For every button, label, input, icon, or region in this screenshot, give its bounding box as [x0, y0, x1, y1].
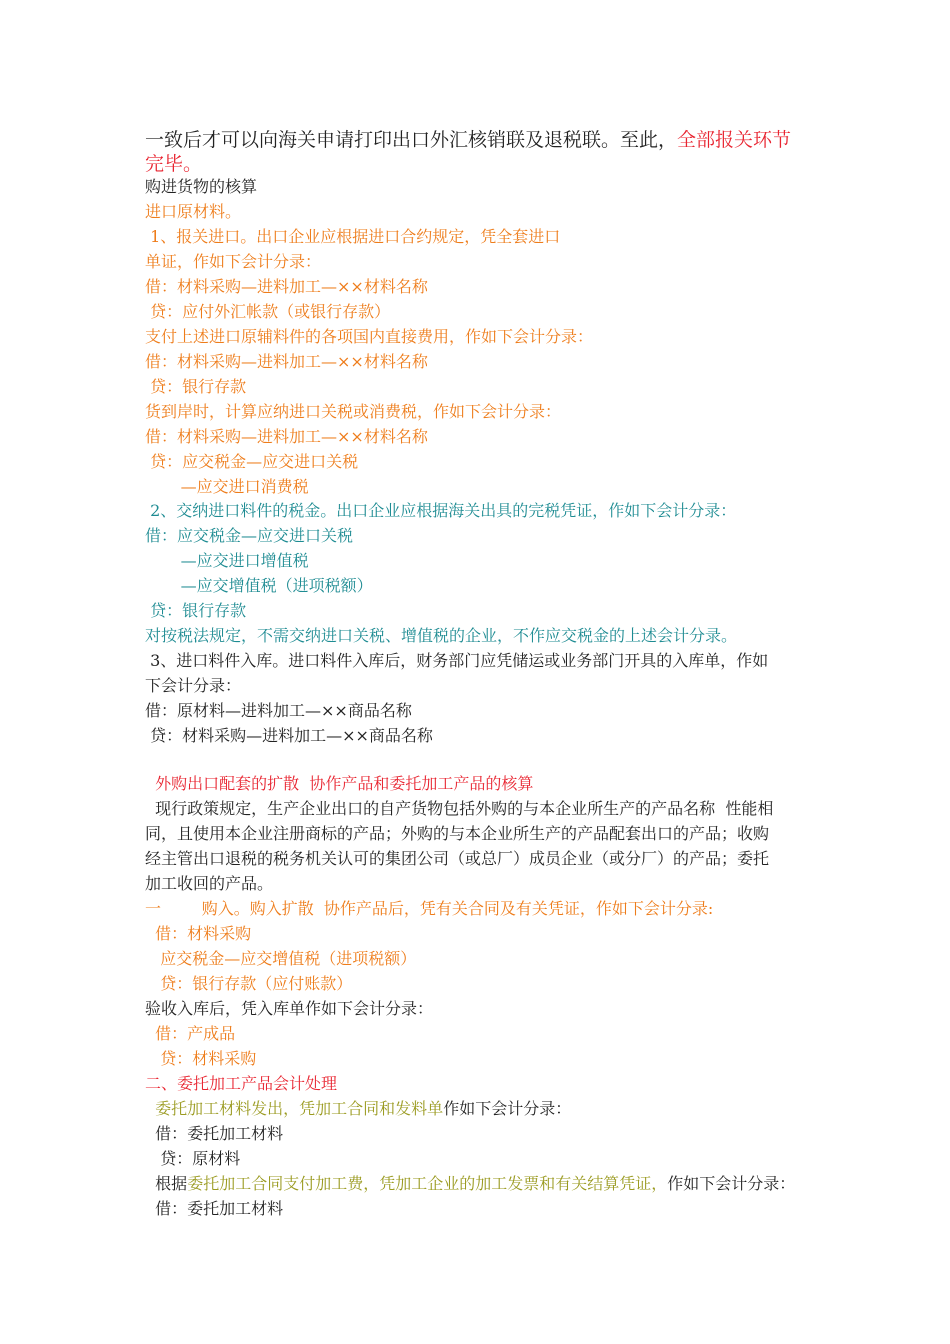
text-line [145, 302, 390, 322]
text-segment: 借：原材料—进料加工—××商品名称 [145, 701, 412, 720]
text-segment: 借：材料采购—进料加工—××材料名称 [145, 352, 428, 371]
text-line [145, 701, 412, 721]
text-line [145, 899, 713, 919]
text-segment: 借：委托加工材料 [145, 1124, 284, 1143]
text-segment: 作如下会计分录： [443, 1099, 572, 1118]
text-segment: 贷：原材料 [145, 1149, 241, 1168]
text-line [145, 128, 791, 152]
text-line [145, 1024, 235, 1044]
text-segment: 外购出口配套的扩散 协作产品和委托加工产品的核算 [145, 774, 534, 793]
text-segment: 对按税法规定，不需交纳进口关税、增值税的企业，不作应交税金的上述会计分录。 [145, 626, 738, 645]
text-segment: 借：材料采购—进料加工—××材料名称 [145, 427, 428, 446]
text-segment: 二、委托加工产品会计处理 [145, 1074, 338, 1093]
text-line [145, 726, 433, 746]
text-segment: 应交税金—应交增值税（进项税额） [145, 949, 417, 968]
text-segment: —应交进口消费税 [145, 477, 309, 496]
text-segment: 借：委托加工材料 [145, 1199, 284, 1218]
text-segment: 根据 [145, 1174, 188, 1193]
text-segment: 贷：银行存款 [145, 377, 247, 396]
text-line [145, 452, 358, 472]
text-segment: 一 购入。购入扩散 协作产品后，凭有关合同及有关凭证，作如下会计分录: [145, 899, 714, 918]
text-line [145, 849, 769, 869]
text-segment: —应交进口增值税 [145, 551, 309, 570]
text-segment: 贷：材料采购 [145, 1049, 257, 1068]
text-line [145, 501, 736, 521]
text-line [145, 601, 246, 621]
text-segment: 贷：材料采购—进料加工—××商品名称 [145, 726, 433, 745]
text-segment: 一致后才可以向海关申请打印出口外汇核销联及退税联。至此， [145, 129, 678, 151]
text-line [145, 177, 257, 197]
text-segment: 2、交纳进口料件的税金。出口企业应根据海关出具的完税凭证，作如下会计分录： [145, 501, 737, 520]
text-line [145, 576, 373, 596]
text-line [145, 799, 773, 819]
text-segment: 下会计分录： [145, 676, 242, 695]
text-segment: 作如下会计分录： [667, 1174, 796, 1193]
text-segment: 同，且使用本企业注册商标的产品；外购的与本企业所生产的产品配套出口的产品；收购 [145, 824, 770, 843]
text-line [145, 676, 241, 696]
text-line [145, 427, 428, 447]
text-segment: 贷：银行存款 [145, 601, 247, 620]
text-line [145, 651, 768, 671]
text-line [145, 152, 202, 176]
text-line [145, 1124, 283, 1144]
text-segment: 贷：银行存款（应付账款） [145, 974, 353, 993]
text-line [145, 774, 533, 794]
text-segment: 委托加工材料发出，凭加工合同和发料单 [145, 1099, 444, 1118]
text-segment: 3、进口料件入库。进口料件入库后，财务部门应凭储运或业务部门开具的入库单，作如 [145, 651, 769, 670]
text-segment: 完毕。 [145, 153, 203, 175]
text-line [145, 526, 353, 546]
text-line [145, 924, 251, 944]
text-segment: 借：材料采购 [145, 924, 252, 943]
text-line [145, 974, 352, 994]
text-segment: 单证，作如下会计分录： [145, 252, 322, 271]
text-line [145, 202, 241, 222]
text-segment: 贷：应交税金—应交进口关税 [145, 452, 359, 471]
text-line [145, 874, 273, 894]
text-segment: 委托加工合同支付加工费，凭加工企业的加工发票和有关结算凭证， [187, 1174, 668, 1193]
text-segment: 进口原材料。 [145, 202, 242, 221]
text-segment: 借：应交税金—应交进口关税 [145, 526, 354, 545]
text-line [145, 1099, 571, 1119]
text-line [145, 377, 246, 397]
text-line [145, 1074, 337, 1094]
text-line [145, 824, 769, 844]
text-line [145, 1149, 240, 1169]
text-line [145, 999, 433, 1019]
text-line [145, 327, 593, 347]
text-segment: 加工收回的产品。 [145, 874, 274, 893]
text-segment: 货到岸时，计算应纳进口关税或消费税，作如下会计分录： [145, 402, 562, 421]
text-segment: 借：产成品 [145, 1024, 236, 1043]
text-line [145, 1049, 256, 1069]
text-segment: 验收入库后，凭入库单作如下会计分录： [145, 999, 434, 1018]
text-segment: 经主管出口退税的税务机关认可的集团公司（或总厂）成员企业（或分厂）的产品；委托 [145, 849, 770, 868]
text-segment: 1、报关进口。出口企业应根据进口合约规定，凭全套进口 [145, 227, 561, 246]
text-line [145, 477, 309, 497]
text-segment: 购进货物的核算 [145, 177, 258, 196]
text-segment: 支付上述进口原辅料件的各项国内直接费用，作如下会计分录： [145, 327, 594, 346]
text-segment: 借：材料采购—进料加工—××材料名称 [145, 277, 428, 296]
text-line [145, 1199, 283, 1219]
text-line [145, 252, 321, 272]
text-line [145, 277, 428, 297]
text-line [145, 402, 561, 422]
text-line [145, 949, 416, 969]
text-line [145, 352, 428, 372]
text-line [145, 551, 309, 571]
text-line [145, 626, 737, 646]
text-segment: 现行政策规定，生产企业出口的自产货物包括外购的与本企业所生产的产品名称 性能相 [145, 799, 774, 818]
text-line [145, 1174, 795, 1194]
text-line [145, 227, 560, 247]
text-segment: 贷：应付外汇帐款（或银行存款） [145, 302, 391, 321]
text-segment: —应交增值税（进项税额） [145, 576, 373, 595]
text-segment: 全部报关环节 [677, 129, 792, 151]
